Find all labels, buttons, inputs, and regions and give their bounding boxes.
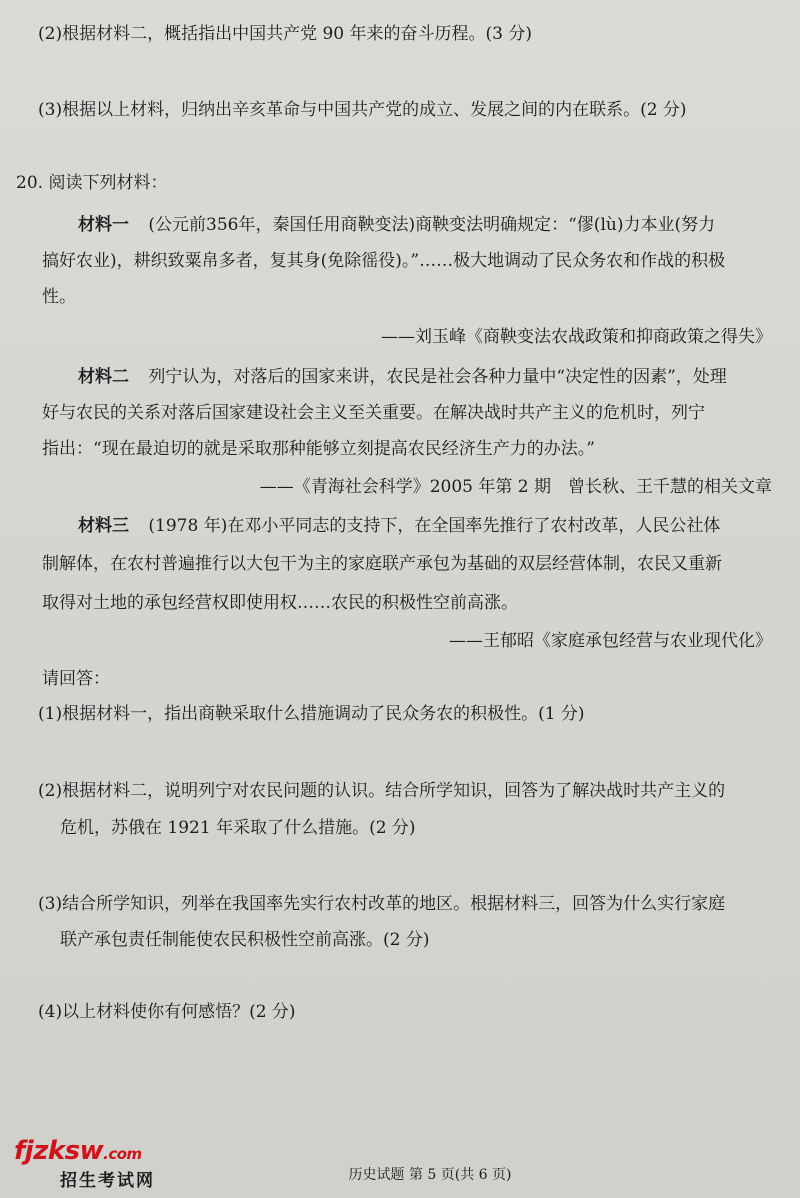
q20-sub3-line-2: 联产承包责任制能使农民积极性空前高涨。(2 分)	[60, 930, 430, 950]
logo-domain: .com	[103, 1145, 142, 1163]
material-3-line-3: 取得对土地的承包经营权即使用权……农民的积极性空前高涨。	[42, 593, 518, 613]
q20-sub3-line-1: (3)结合所学知识，列举在我国率先实行农村改革的地区。根据材料三，回答为什么实行家庭	[38, 894, 726, 914]
q19-sub2: (2)根据材料二，概括指出中国共产党 90 年来的奋斗历程。(3 分)	[38, 24, 533, 44]
material-1-label: 材料一	[78, 215, 129, 235]
page-footer: 历史试题 第 5 页(共 6 页)	[348, 1167, 512, 1183]
material-3-source: ——王郁昭《家庭承包经营与农业现代化》	[449, 631, 772, 651]
material-3-line-1	[78, 515, 720, 537]
material-2-source: ——《青海社会科学》2005 年第 2 期 曾长秋、王千慧的相关文章	[259, 477, 772, 497]
material-2-text-1: 列宁认为，对落后的国家来讲，农民是社会各种力量中“决定性的因素”，处理	[148, 367, 727, 387]
material-2-line-1	[78, 366, 727, 388]
material-1-source: ——刘玉峰《商鞅变法农战政策和抑商政策之得失》	[381, 327, 772, 347]
logo-main-text: fjzksw	[14, 1136, 104, 1166]
answer-prompt: 请回答：	[42, 669, 110, 689]
q20-sub2-line-2: 危机，苏俄在 1921 年采取了什么措施。(2 分)	[60, 818, 416, 838]
material-3-text-1: (1978 年)在邓小平同志的支持下，在全国率先推行了农村改革，人民公社体	[148, 516, 721, 536]
q20-sub4: (4)以上材料使你有何感悟？(2 分)	[38, 1002, 296, 1022]
material-1-text-1: (公元前356年，秦国任用商鞅变法)商鞅变法明确规定：“僇(lù)力本业(努力	[148, 215, 716, 235]
material-3-line-2: 制解体，在农村普遍推行以大包干为主的家庭联产承包为基础的双层经营体制，农民又重新	[42, 554, 722, 574]
material-3-label: 材料三	[78, 516, 129, 536]
site-logo[interactable]	[14, 1136, 155, 1191]
q19-sub3: (3)根据以上材料，归纳出辛亥革命与中国共产党的成立、发展之间的内在联系。(2 分)	[38, 100, 687, 120]
material-1-line-3: 性。	[42, 287, 76, 307]
material-1-line-1	[78, 214, 715, 236]
q20-heading: 20. 阅读下列材料：	[16, 173, 168, 193]
material-2-line-2: 好与农民的关系对落后国家建设社会主义至关重要。在解决战时共产主义的危机时，列宁	[42, 403, 705, 423]
q20-sub1: (1)根据材料一，指出商鞅采取什么措施调动了民众务农的积极性。(1 分)	[38, 704, 585, 724]
logo-wordmark	[14, 1136, 142, 1166]
material-2-line-3: 指出：“现在最迫切的就是采取那种能够立刻提高农民经济生产力的办法。”	[42, 439, 595, 459]
q20-sub2-line-1: (2)根据材料二，说明列宁对农民问题的认识。结合所学知识，回答为了解决战时共产主义的	[38, 781, 726, 801]
material-2-label: 材料二	[78, 367, 129, 387]
material-1-line-2: 搞好农业)，耕织致粟帛多者，复其身(免除徭役)。”……极大地调动了民众务农和作战的积极	[42, 251, 726, 271]
logo-subtitle: 招生考试网	[60, 1171, 155, 1191]
